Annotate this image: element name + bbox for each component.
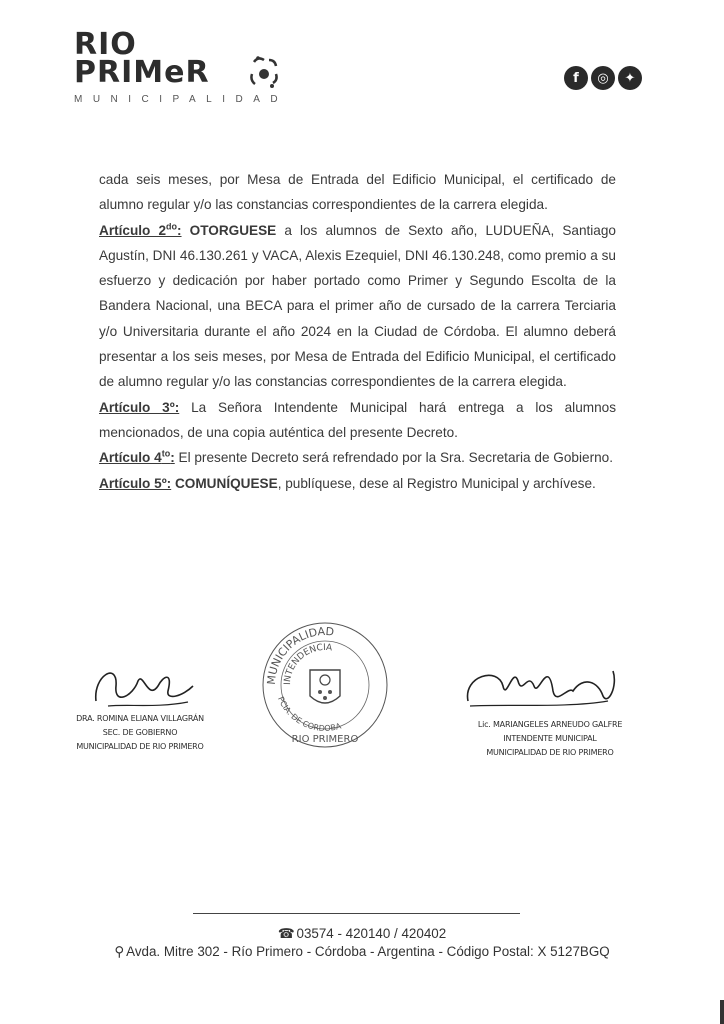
signer-org-left: MUNICIPALIDAD DE RIO PRIMERO xyxy=(76,742,204,751)
logo-sun-icon xyxy=(244,52,284,92)
seal-top-text: MUNICIPALIDAD xyxy=(264,624,335,686)
article-4 xyxy=(99,445,616,470)
footer-phone-text: 03574 - 420140 / 420402 xyxy=(296,926,447,941)
article-3-label: Artículo 3º: xyxy=(99,399,180,415)
logo-line-municipalidad: MUNICIPALIDAD xyxy=(74,94,289,105)
signer-name-right: Lic. MARIANGELES ARNEUDO GALFRE xyxy=(477,720,623,729)
article-4-text: El presente Decreto será refrendado por la Sra. Secretaria de Gobierno. xyxy=(174,450,613,466)
municipal-seal xyxy=(258,618,392,752)
logo-line-rio: RIO xyxy=(74,27,137,62)
signature-block-right xyxy=(475,718,625,760)
article-2 xyxy=(99,218,616,395)
location-pin-icon: ⚲ xyxy=(114,944,125,959)
signature-right-scrawl xyxy=(458,646,628,721)
twitter-icon[interactable]: ✦ xyxy=(618,66,642,90)
article-5-text: , publíquese, dese al Registro Municipal y archívese. xyxy=(277,475,596,491)
social-icons xyxy=(564,66,642,90)
scan-edge-mark xyxy=(720,1000,724,1024)
facebook-icon[interactable]: f xyxy=(564,66,588,90)
seal-inner-text: INTENDENCIA xyxy=(282,642,333,686)
signer-org-right: MUNICIPALIDAD DE RIO PRIMERO xyxy=(486,748,614,757)
article-5 xyxy=(99,471,616,496)
phone-icon: ☎ xyxy=(277,926,295,941)
instagram-icon[interactable]: ◎ xyxy=(591,66,615,90)
article-3-text: La Señora Intendente Municipal hará entrega a los alumnos mencionados, de una copia auténtica del presente Decreto. xyxy=(99,399,616,440)
footer-phone xyxy=(0,926,724,942)
article-2-keyword: OTORGUESE xyxy=(189,222,277,238)
signer-name-left: DRA. ROMINA ELIANA VILLAGRÁN xyxy=(76,714,204,723)
signer-title-left: SEC. DE GOBIERNO xyxy=(102,728,178,737)
signature-left-scrawl xyxy=(88,656,198,716)
logo-line-primer: PRIMeR xyxy=(74,55,210,90)
footer-address xyxy=(0,944,724,960)
article-5-keyword: COMUNÍQUESE xyxy=(174,475,278,491)
footer-divider xyxy=(193,913,520,914)
signature-block-left xyxy=(70,712,210,754)
decree-body xyxy=(99,167,616,496)
article-5-label: Artículo 5º: xyxy=(99,475,172,491)
seal-city-text: RIO PRIMERO xyxy=(291,734,359,745)
paragraph-continuation: cada seis meses, por Mesa de Entrada del Edificio Municipal, el certificado de alumno regular y/o las constancias correspondientes de la carrera elegida. xyxy=(99,172,616,213)
article-4-label: Artículo $4^{to}$: xyxy=(99,448,175,466)
signer-title-right: INTENDENTE MUNICIPAL xyxy=(503,734,597,743)
seal-bottom-text: PCIA. DE CORDOBA xyxy=(276,695,343,734)
article-2-text: a los alumnos de Sexto año, LUDUEÑA, Santiago Agustín, DNI 46.130.261 y VACA, Alexis Ezequiel, DNI 46.130.248, como premio a su esfuerzo y dedicación por haber portado como Primer y Segundo Escolta de la Bandera Nacional, una BECA para el primer año de cursado de la carrera Terciaria y/o Universitaria durante el año 2024 en la Ciudad de Córdoba. El alumno deberá presentar a los seis meses, por Mesa de Entrada del Edificio Municipal, el certificado de alumno regular y/o las constancias correspondientes de la carrera elegida. xyxy=(99,222,616,390)
municipality-logo xyxy=(74,27,294,120)
article-2-label: Artículo $2^{do}$: xyxy=(99,221,182,238)
footer-address-text: Avda. Mitre 302 - Río Primero - Córdoba - Argentina - Código Postal: X 5127BGQ xyxy=(126,944,610,959)
article-3 xyxy=(99,395,616,446)
